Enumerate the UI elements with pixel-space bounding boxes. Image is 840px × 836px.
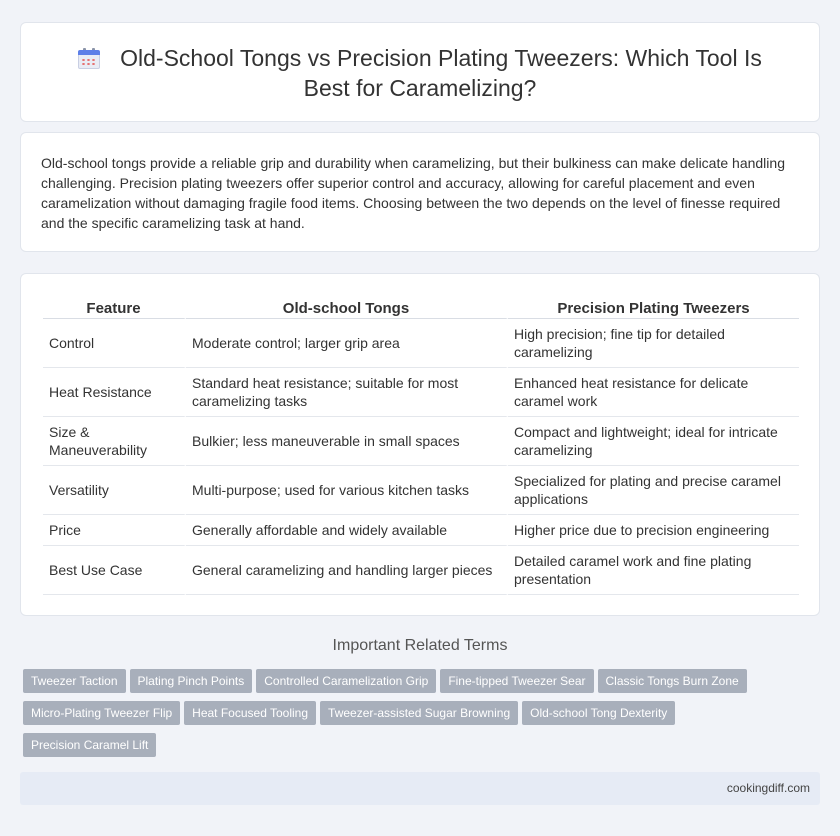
table-cell: Size & Maneuverability (43, 417, 186, 466)
table-row (43, 368, 799, 417)
intro-paragraph: Old-school tongs provide a reliable grip and durability when caramelizing, but their bulkiness can make delicate handling challenging. Precision plating tweezers offer superior control and accuracy, allowing for careful placement and even caramelization without damaging fragile food items. Choosing between the two depends on the level of finesse required and the specific caramelizing task at hand. (41, 155, 785, 231)
table-cell: Versatility (43, 466, 186, 515)
table-row (43, 417, 799, 466)
table-cell: General caramelizing and handling larger pieces (186, 546, 508, 595)
table-cell: Multi-purpose; used for various kitchen tasks (186, 466, 508, 515)
comparison-card (20, 273, 820, 616)
table-cell: Bulkier; less maneuverable in small spaces (186, 417, 508, 466)
table-cell: Higher price due to precision engineering (508, 515, 799, 546)
related-term-tag[interactable]: Precision Caramel Lift (23, 733, 156, 757)
related-terms-list (23, 669, 783, 765)
table-cell: Specialized for plating and precise caramel applications (508, 466, 799, 515)
related-term-tag[interactable]: Classic Tongs Burn Zone (598, 669, 747, 693)
header-card (20, 22, 820, 122)
table-cell: Heat Resistance (43, 368, 186, 417)
table-header-row (43, 296, 799, 319)
table-cell: Standard heat resistance; suitable for most caramelizing tasks (186, 368, 508, 417)
related-term-tag[interactable]: Tweezer-assisted Sugar Browning (320, 701, 518, 725)
related-term-tag[interactable]: Tweezer Taction (23, 669, 126, 693)
column-header: Old-school Tongs (186, 296, 508, 319)
table-cell: Generally affordable and widely available (186, 515, 508, 546)
page-title-text: Old-School Tongs vs Precision Plating Tweezers: Which Tool Is Best for Caramelizing? (120, 45, 762, 101)
table-row (43, 546, 799, 595)
related-terms-title: Important Related Terms (332, 637, 508, 654)
table-cell: Control (43, 319, 186, 368)
table-row (43, 466, 799, 515)
related-term-tag[interactable]: Fine-tipped Tweezer Sear (440, 669, 593, 693)
table-cell: Best Use Case (43, 546, 186, 595)
table-cell: Enhanced heat resistance for delicate caramel work (508, 368, 799, 417)
table-cell: Compact and lightweight; ideal for intricate caramelizing (508, 417, 799, 466)
column-header: Feature (43, 296, 186, 319)
intro-card (20, 132, 820, 252)
table-cell: High precision; fine tip for detailed caramelizing (508, 319, 799, 368)
related-term-tag[interactable]: Old-school Tong Dexterity (522, 701, 675, 725)
footer (20, 772, 820, 805)
table-cell: Price (43, 515, 186, 546)
related-term-tag[interactable]: Plating Pinch Points (130, 669, 253, 693)
column-header: Precision Plating Tweezers (508, 296, 799, 319)
footer-site-link[interactable]: cookingdiff.com (726, 781, 810, 795)
comparison-table (43, 296, 799, 595)
table-cell: Moderate control; larger grip area (186, 319, 508, 368)
related-term-tag[interactable]: Micro-Plating Tweezer Flip (23, 701, 180, 725)
table-cell: Detailed caramel work and fine plating presentation (508, 546, 799, 595)
table-row (43, 515, 799, 546)
related-term-tag[interactable]: Controlled Caramelization Grip (256, 669, 436, 693)
table-row (43, 319, 799, 368)
page-title (21, 43, 819, 103)
calendar-icon (78, 48, 100, 68)
related-term-tag[interactable]: Heat Focused Tooling (184, 701, 316, 725)
